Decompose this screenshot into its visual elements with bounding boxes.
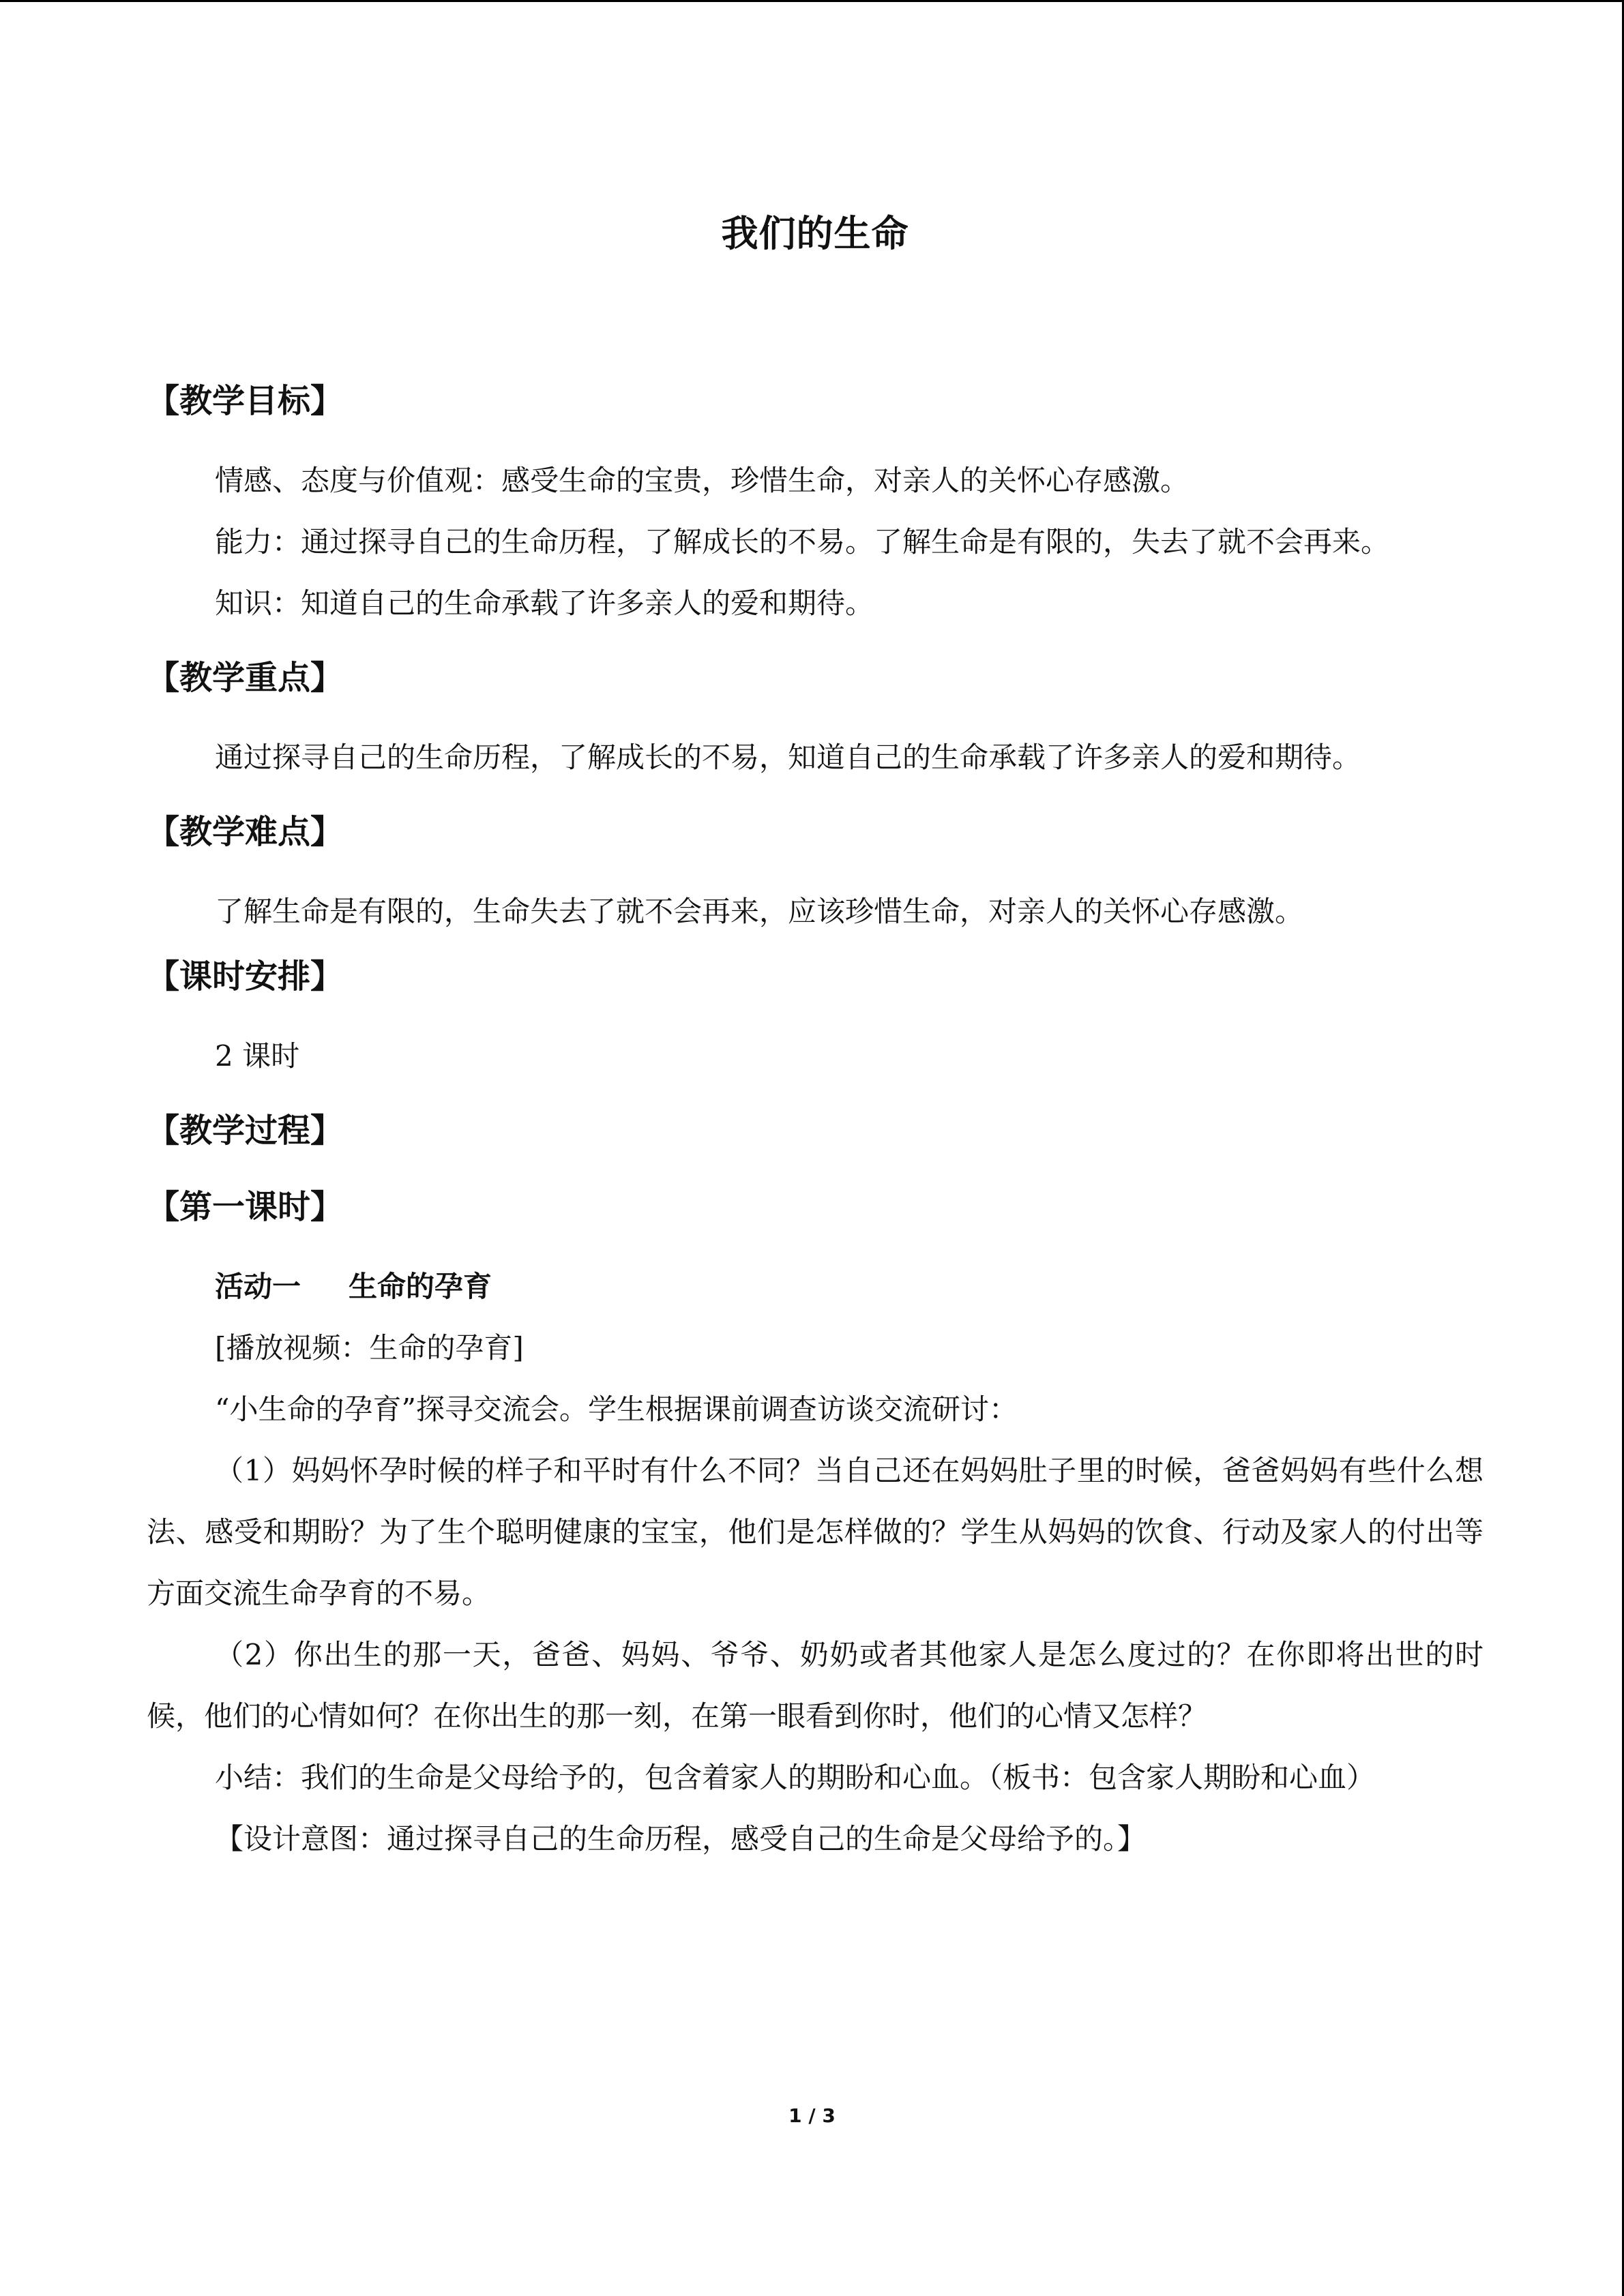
video-note: [播放视频：生命的孕育] [215, 1331, 524, 1365]
schedule-body [147, 1026, 1483, 1087]
design-intent: 【设计意图：通过探寻自己的生命历程，感受自己的生命是父母给予的。】 [215, 1822, 1147, 1855]
key-points-text: 通过探寻自己的生命历程，了解成长的不易，知道自己的生命承载了许多亲人的爱和期待。 [215, 741, 1361, 774]
activity-summary: 小结：我们的生命是父母给予的，包含着家人的期盼和心血。（板书：包含家人期盼和心血） [215, 1761, 1376, 1794]
key-points-body [147, 727, 1483, 788]
objectives-ability: 能力：通过探寻自己的生命历程，了解成长的不易。了解生命是有限的，失去了就不会再来。 [215, 525, 1390, 558]
difficulties-body [147, 881, 1483, 942]
page-number: 1 / 3 [788, 2104, 836, 2127]
heading-schedule: 【课时安排】 [147, 957, 344, 996]
activity-intro: “小生命的孕育”探寻交流会。学生根据课前调查访谈交流研讨： [215, 1392, 1018, 1426]
question-two: （2）你出生的那一天，爸爸、妈妈、爷爷、奶奶或者其他家人是怎么度过的？在你即将出世的时候，他们的心情如何？在你出生的那一刻，在第一眼看到你时，他们的心情又怎样？ [147, 1638, 1483, 1733]
document-title: 我们的生命 [721, 212, 909, 255]
lesson1-body [147, 1256, 1483, 1870]
activity-one-label: 活动一 [215, 1270, 301, 1303]
difficulties-text: 了解生命是有限的，生命失去了就不会再来，应该珍惜生命，对亲人的关怀心存感激。 [215, 895, 1304, 928]
heading-process: 【教学过程】 [147, 1112, 344, 1150]
heading-objectives: 【教学目标】 [147, 382, 344, 420]
activity-one-name: 生命的孕育 [349, 1270, 492, 1303]
schedule-text: 2 课时 [215, 1039, 300, 1073]
objectives-knowledge: 知识：知道自己的生命承载了许多亲人的爱和期待。 [215, 586, 874, 620]
objectives-emotion: 情感、态度与价值观：感受生命的宝贵，珍惜生命，对亲人的关怀心存感激。 [215, 464, 1190, 497]
question-one: （1）妈妈怀孕时候的样子和平时有什么不同？当自己还在妈妈肚子里的时候，爸爸妈妈有些什么想法、感受和期盼？为了生个聪明健康的宝宝，他们是怎样做的？学生从妈妈的饮食、行动及家人的付出等方面交流生命孕育的不易。 [147, 1454, 1483, 1610]
objectives-body [147, 450, 1483, 634]
heading-lesson1: 【第一课时】 [147, 1188, 344, 1226]
activity-one-title [147, 1256, 1483, 1317]
heading-key-points: 【教学重点】 [147, 659, 344, 697]
document-content [147, 207, 1483, 1886]
heading-difficulties: 【教学难点】 [147, 813, 344, 851]
